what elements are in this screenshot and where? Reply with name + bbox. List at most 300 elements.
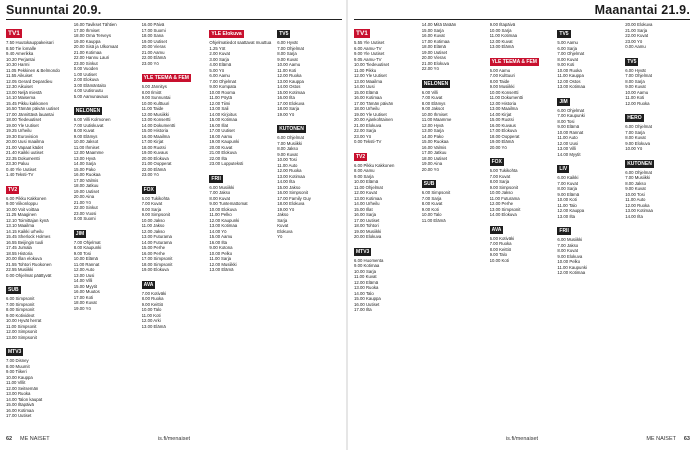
program-entry: 10.00 Jakso (141, 217, 165, 223)
program-entry: 12.00 Tiimi (209, 100, 231, 106)
program-entry: 12.00 Kaupunki (209, 217, 240, 223)
program-entry: 17.00 Jännittävä lauantai (6, 111, 54, 117)
program-entry: 14.00 Myytit (557, 151, 581, 157)
program-entry: 13.00 Futurama (141, 234, 172, 239)
program-entry: 0.00 Aamu (625, 44, 646, 49)
program-entry: 11.00 Villit (6, 380, 26, 385)
program-entry: 15.00 Kotimaa (209, 117, 238, 122)
program-entry: 6.00 Hyvät (277, 40, 298, 45)
channel-header: SUB (423, 181, 435, 187)
program-entry: 18.00 Elämä (421, 44, 446, 49)
program-entry: 7.00 Jakso (209, 190, 231, 195)
program-entry: 9.00 Iltapäivä (489, 22, 516, 27)
program-entry: 6.00 Aamu (209, 73, 230, 78)
program-entry: 10.00 Elokuva (209, 206, 237, 212)
program-entry: 8.00 Sarja (625, 78, 645, 84)
program-entry: 7.00 Simpsonit (6, 301, 35, 307)
program-entry: 21.40 Kaikki uutiset (6, 150, 44, 155)
program-entry: 9.00 Koti (421, 206, 439, 212)
magazine-name: ME NAISET (20, 436, 50, 442)
program-entry: 13.00 Kotimaa (277, 173, 305, 179)
program-entry: 9.00 Jaksot (421, 106, 444, 111)
program-entry: 18.00 Oma Terveys (73, 33, 111, 38)
program-entry: 8.00 Kuvat (73, 128, 95, 133)
program-entry: 21.55 Tohtori Ruokonen (6, 261, 52, 267)
program-entry: 3.00 Elämäntaito (73, 82, 107, 88)
program-entry: 17.00 Uutiset (354, 217, 380, 223)
program-entry: 10.00 Jakso (489, 190, 513, 195)
schedule-column (422, 22, 487, 426)
schedule-column (625, 22, 690, 426)
program-entry: 4.00 Elämä (209, 62, 232, 67)
program-entry: 6.00 Kaikki (557, 175, 579, 180)
program-entry: 19.00 Musiikki (354, 228, 382, 234)
page-footer (354, 434, 690, 444)
program-entry: 8.00 Simpsonit (6, 307, 35, 312)
channel-header: AVA (491, 226, 502, 233)
program-entry: 6.00 Ohjelmat (557, 107, 585, 113)
page-title: Maanantai 21.9. (594, 3, 690, 17)
program-entry: 20.00 Aina (73, 194, 95, 199)
program-entry: 12.00 Seitsemän (6, 385, 39, 391)
channel-header: NELONEN (75, 108, 101, 114)
program-entry: 14.00 Ostos (277, 84, 301, 89)
program-entry: 1.25 Yöt (209, 45, 226, 51)
program-entry: 11.00 Kaupunki (557, 264, 587, 270)
footer-url: is.fi/menaiset (157, 436, 191, 442)
program-entry: 9.00 Kotona (209, 245, 233, 250)
program-entry: 8.00 Aamu (354, 168, 375, 173)
program-entry: 9.00 Kotivideot (6, 312, 35, 318)
program-entry: 15.00 Jakso (277, 184, 301, 190)
program-entry: 17.00 Jatkuu (421, 150, 447, 155)
program-entry: 12.00 Kuvat (489, 38, 513, 44)
program-entry: 9.00 Kuvat (277, 56, 298, 62)
program-entry: 17.00 Kotimaa (421, 38, 450, 44)
program-entry: Elokuva (277, 228, 293, 234)
program-entry: 12.00 Jakso (141, 228, 165, 234)
program-entry: 10.00 Koti (557, 197, 577, 202)
program-entry: 8.00 Kuvat (625, 135, 646, 140)
program-entry: 20.00 Elokuva (354, 234, 382, 239)
program-entry: 11.00 Taide (141, 106, 164, 111)
program-entry: 19.00 Uutiset (141, 38, 167, 44)
channel-header: YLE TEEMA & FEM (143, 75, 189, 81)
program-entry: 8.00 Ilmiöt (141, 89, 162, 95)
program-entry: 21.00 Oopperat (141, 161, 172, 166)
program-entry: 22.55 Musiikki (6, 267, 34, 272)
program-entry: 21.00 Aamu (141, 49, 165, 55)
program-entry: 13.00 Kotimaa (625, 208, 653, 213)
channel-header: MTV3 (8, 349, 22, 355)
program-entry: 6.00 Ohjelmat (277, 135, 304, 140)
program-entry: 8.00 Jakso (625, 180, 646, 186)
program-entry: 7.00 Kuvat (421, 95, 443, 100)
program-entry: 9.00 Simpsonit (141, 212, 171, 217)
program-entry: 20.00 Uusi maailma (6, 139, 44, 144)
program-entry: 18.00 Elokuva (277, 201, 305, 206)
program-entry: 14.00 Kirjoitus (209, 111, 237, 117)
program-entry: 21.00 Vapaat kädet (6, 144, 43, 150)
channel-header: TV5 (559, 31, 569, 37)
schedule-column (557, 22, 622, 426)
program-entry: 16.00 Illat (209, 122, 229, 128)
program-entry: 7.00 Ohjelmat (209, 78, 237, 84)
program-entry: 11.00 Ihmiset (73, 144, 100, 150)
program-entry: 10.00 Pelko (209, 250, 233, 256)
program-entry: 16.00 Kotimaa (354, 95, 382, 100)
program-entry: 11.00 Pelko (209, 212, 232, 217)
program-entry: 9.00 Musiikki (489, 84, 515, 89)
program-entry: 7.00 Ohjelmat (277, 45, 304, 51)
program-entry: 8.00 Kuvat (557, 248, 578, 253)
program-entry: 15.45 Pikku kakkonen (6, 100, 49, 106)
schedule-column (490, 22, 555, 426)
program-entry: 20.00 Ajankohtainen (354, 117, 393, 122)
program-entry: 10.00 Talo (421, 212, 442, 217)
program-entry: 7.00 Kotiväki (141, 290, 167, 296)
program-entry: 6.00 Villi Kolmonen (73, 117, 111, 122)
program-entry: 8.00 Ruoka (141, 296, 164, 301)
channel-header: YLE Elokuva (211, 31, 242, 37)
program-entry: 6.00 Simpsonit (421, 190, 451, 195)
program-entry: 10.00 Kauppa (6, 374, 33, 380)
program-entry: 19.00 Yle Uutiset (6, 122, 39, 128)
program-entry: 7.00 Sarja (421, 195, 442, 201)
program-entry: 11.00 Kotimaa (489, 33, 517, 38)
program-entry: 5.00 Yö (209, 67, 225, 73)
page-footer (6, 434, 342, 444)
program-entry: 22.00 Elämä (141, 55, 166, 60)
header-rule (354, 19, 690, 20)
program-entry: 20.00 Vieras (421, 55, 446, 60)
program-entry: 9.00 Yle Uutiset (354, 51, 385, 56)
program-entry: 19.00 Kauppa (73, 38, 101, 44)
program-entry: 16.00 Sarja (354, 212, 376, 217)
program-entry: 9.00 Elämä (557, 191, 580, 197)
program-entry: 13.10 Maailma (6, 223, 35, 228)
program-entry: 17.00 Family Guy (277, 195, 311, 201)
program-entry: 9.00 Kuvat (625, 84, 646, 89)
program-entry: 20.00 Illan elokuva (6, 256, 42, 261)
program-entry: 10.00 Tosi (277, 157, 297, 162)
program-entry: 13.00 Simpsonit (6, 334, 37, 340)
program-entry: 11.00 Kauppa (557, 73, 584, 78)
program-entry: 12.00 Ostos (557, 78, 581, 84)
program-entry: 9.00 Koti (557, 62, 575, 67)
program-entry: 9.00 Kompata (209, 84, 237, 89)
program-entry: 16.00 Ilta (277, 95, 295, 100)
program-entry: 20.00 Elokuva (625, 22, 653, 27)
program-entry: 22.00 Elämä (141, 166, 166, 172)
program-entry: 13.00 Elämä (489, 44, 514, 49)
program-entry: 18.00 Sarja (277, 106, 300, 111)
program-entry: 12.10 Toimittajan kynä (6, 217, 49, 223)
program-entry: 23.00 Lopputeksti (209, 161, 244, 166)
program-entry: 6.00 Villi (421, 89, 438, 95)
program-entry: 18.55 Historia (6, 250, 33, 256)
program-entry: 13.00 Ruoka (6, 391, 31, 396)
program-entry: 23.00 Yö (625, 38, 643, 44)
schedule-column (209, 22, 274, 426)
program-entry: 15.00 Myytit (73, 283, 97, 289)
program-entry: 12.00 Kuvat (354, 190, 377, 195)
program-entry: 22.00 Ilta (209, 155, 228, 161)
program-entry: 16.00 Perhe (141, 250, 166, 256)
program-entry: 10.00 Rooma (209, 89, 236, 95)
channel-header: KUTONEN (279, 126, 304, 132)
program-entry: 19.00 Uutiset (73, 188, 100, 194)
channel-header: TV2 (356, 153, 366, 160)
program-entry: 10.00 Elämä (354, 179, 379, 184)
program-entry: 20.00 Kuvat (209, 144, 233, 150)
program-entry: 7.00 Kulttuuri (489, 73, 515, 78)
program-entry: 6.00 Simpsonit (6, 296, 35, 301)
program-entry: 14.00 Pako (421, 133, 444, 139)
right-page (352, 0, 692, 450)
program-entry: 11.00 Sarja (209, 256, 232, 261)
program-entry: 10.00 Tiedeuutiset (354, 62, 390, 67)
program-entry: 6.00 Hyvät (625, 67, 646, 73)
program-entry: 11.25 Maaginen (6, 212, 37, 217)
program-entry: 10.00 Elämä (73, 256, 98, 261)
program-entry: 11.00 Koti (141, 312, 161, 318)
program-entry: 15.00 Illat (354, 206, 373, 212)
program-entry: 16.00 Kuvaus (489, 122, 516, 128)
program-entry: 20.00 Elokuva (141, 155, 169, 161)
channel-header: TV1 (8, 30, 20, 37)
program-entry: 8.00 Keittiö (489, 246, 512, 252)
program-entry: 0.00 Vuoden (73, 66, 99, 71)
program-entry: 11.00 Futurama (489, 195, 520, 201)
program-entry: 0.00 Teksti-TV (354, 139, 382, 144)
program-entry: 16.00 Päivä (141, 22, 165, 27)
program-entry: 17.00 Uutiset (6, 413, 32, 418)
program-entry: 14.00 Talon kaupat (6, 396, 43, 402)
program-entry: 23.00 Yö (141, 60, 159, 66)
program-entry: 18.00 Kuvat (73, 300, 97, 305)
program-entry: 12.00 Simpsonit (6, 329, 37, 334)
program-entry: 20.00 Yö (489, 144, 507, 150)
channel-header: JIM (75, 230, 85, 237)
program-entry: 10.30 Harmi (6, 62, 30, 67)
program-entry: 10.00 Voit voittaa (6, 206, 39, 212)
program-entry: 6.00 Tukikohta (141, 195, 170, 201)
program-entry: 12.00 Hyvä (421, 122, 444, 128)
program-entry: 8.00 Kuvat (209, 195, 230, 201)
program-entry: 16.00 Kuvat (421, 33, 445, 38)
program-entry: 23.00 Vuosi (73, 210, 97, 216)
program-entry: 8.00 Muumit (6, 363, 30, 369)
program-entry: 7.00 Ohjelmat (557, 51, 585, 56)
program-entry: 21.00 Elokuva (209, 150, 237, 155)
program-entry: 9.00 Kuvat (625, 186, 646, 191)
channel-header: NELONEN (423, 80, 449, 87)
schedule-column (277, 22, 342, 426)
channel-header: FOX (491, 159, 502, 165)
program-entry: 11.00 Pikku (354, 67, 377, 73)
program-entry: 17.00 Tämän päivän (354, 100, 394, 106)
program-entry: 12.00 Arki (141, 318, 161, 323)
channel-header: FOX (143, 186, 154, 193)
program-entry: 22.00 Sinkut (73, 205, 98, 210)
program-entry: 14.00 Futurama (141, 239, 172, 245)
program-entry: 7.00 Kuvat (557, 180, 578, 186)
program-entry: 10.00 Yö (625, 146, 643, 151)
program-entry: 16.00 Uutiset (354, 301, 380, 307)
program-entry: 7.00 Kuvat (141, 201, 163, 206)
program-entry: 13.00 Hyvä (73, 155, 96, 161)
program-entry: 22.35 Dokumentti (6, 155, 40, 161)
program-entry: 21.00 Elokuva (354, 122, 382, 128)
program-entry: 19.00 Uutiset (421, 49, 448, 55)
program-entry: 8.00 Tosi (557, 118, 575, 124)
program-entry: 15.00 Pako (73, 166, 96, 172)
program-entry: 18.00 Simpsonit (141, 261, 173, 267)
program-entry: 13.00 Villi (557, 146, 576, 151)
program-entry: 14.15 Kaikki urheilu (6, 228, 44, 234)
program-entry: 23.00 Sinkut (73, 60, 98, 66)
program-entry: 11.00 Auto (557, 135, 578, 140)
magazine-name: ME NAISET (646, 436, 676, 442)
program-entry: 5.00 Aamunavaus (73, 93, 109, 99)
program-entry: 10.00 Kulttuuri (141, 100, 170, 106)
program-entry: 14.00 Uusi (354, 84, 375, 89)
program-entry: 9.00 Tuntemattomat (209, 201, 248, 206)
program-entry: 9.00 Elokuva (557, 253, 583, 259)
program-entry: 16.00 Tavikset Tähtien (73, 22, 117, 27)
program-entry: 14.00 Dokumentti (141, 122, 176, 128)
channel-header: MTV3 (356, 248, 370, 255)
channel-header: AVA (143, 281, 154, 288)
schedule-column (142, 22, 207, 426)
program-entry: 15.00 Ruokaa (421, 139, 449, 144)
program-entry: 8.50 Tie lomalle (6, 45, 37, 51)
page-number: 62 (6, 436, 13, 442)
program-entry: 15.00 Aamu (209, 234, 233, 239)
program-entry: 12.00 Maamme (73, 150, 104, 155)
program-entry: 9.00 Talo (489, 252, 507, 257)
program-entry: 19.00 Aina (421, 161, 443, 166)
program-entry: 13.00 Sali (209, 106, 229, 111)
program-entry: 10.00 Aamu (625, 89, 649, 95)
program-entry: 23.30 Paluu (6, 161, 29, 166)
program-entry: 6.00 Musiikki (557, 237, 583, 242)
program-entry: 23.00 Yö (354, 133, 372, 139)
program-entry: 10.00 Hyvät herrat (6, 318, 42, 323)
program-entry: 12.00 Musiikki (141, 111, 169, 117)
channel-header: TV5 (279, 31, 289, 37)
program-entry: 20.00 Sisä ja Ulkomaat (73, 44, 118, 49)
program-entry: 8.00 Sarja (277, 51, 297, 56)
program-entry: 0.00 Suomi (73, 216, 96, 221)
program-entry: 14.00 Talo (354, 290, 374, 296)
program-entry: 8.00 Elämys (421, 100, 446, 106)
program-entry: 12.00 Musiikki (209, 261, 237, 267)
program-entry: 11.00 Pöytä (209, 95, 233, 100)
program-entry: 8.00 Jakso (277, 146, 298, 151)
program-entry: 13.00 Elämä (141, 323, 166, 329)
program-entry: 17.00 Valmis (73, 177, 99, 183)
program-entry: 14.00 Mitä tänään (421, 22, 457, 27)
program-entry: 16.00 Kotimaa (6, 407, 34, 413)
program-entry: 12.00 Yle Uutiset (354, 73, 387, 78)
program-entry: 11.00 Koti (625, 95, 645, 100)
program-entry: Kuvat (277, 223, 289, 228)
program-entry: 11.00 Talo (557, 202, 577, 208)
program-entry: 6.00 Musiikki (209, 184, 235, 190)
program-entry: 7.00 Disney (6, 358, 29, 363)
footer-url: is.fi/menaiset (505, 436, 539, 442)
program-entry: 5.55 Yle Uutiset (354, 40, 385, 45)
program-entry: 7.00 Musiikki (625, 175, 651, 180)
page-number: 63 (683, 436, 690, 442)
program-entry: 13.00 Kotimaa (209, 223, 238, 228)
program-entry: 11.00 Auto (625, 197, 646, 202)
channel-header: HERO (627, 115, 642, 121)
program-entry: 19.00 Elämä (489, 139, 514, 144)
program-entry: 17.00 Uutiset (209, 128, 235, 133)
channel-header: YLE TEEMA & FEM (491, 58, 537, 65)
schedule-column (354, 22, 419, 426)
program-entry: 7.00 Kaupunki (557, 113, 585, 118)
program-entry: 15.00 Ruotsi (489, 117, 514, 122)
program-entry: 11.00 Rannat (73, 261, 100, 267)
program-entry: Jakso (277, 212, 289, 217)
program-entry: 12.30 Aikuiset (6, 84, 33, 89)
program-entry: 16.00 Simpsonit (277, 190, 309, 195)
program-entry: 12.00 Perhe (489, 201, 514, 206)
program-entry: 14.10 Maisema (6, 95, 36, 100)
program-entry: 22.00 Yö (421, 66, 439, 71)
program-entry: 19.00 Yö (277, 206, 295, 212)
program-entry: 17.45 Jumala (6, 245, 32, 250)
program-entry: 12.00 Ruoka (277, 73, 302, 78)
program-entry: 1.40 Teksti-TV (6, 172, 34, 177)
program-entry: 11.00 Jakso (141, 223, 165, 228)
channel-header: TV5 (627, 58, 637, 65)
program-entry: 6.00 Kotiväki (489, 235, 515, 241)
program-entry: 9.00 Tosi (73, 250, 91, 256)
program-entry: 8.00 Kuvat (421, 201, 443, 206)
program-entry: 16.00 Muutos (73, 289, 100, 294)
program-entry: 6.00 Jännitys (141, 84, 167, 89)
program-entry: 13.00 Ilta (557, 213, 576, 219)
program-entry: 9.00 Elämä (557, 124, 580, 129)
program-entry: 10.00 Tosi (625, 191, 645, 197)
program-entry: 13.00 Neljä miestä (6, 89, 42, 95)
channel-header: LIV (559, 166, 568, 172)
program-entry: 6.00 Ohjelmat (625, 169, 652, 175)
channel-header: SUB (8, 287, 19, 293)
program-entry: 6.00 Ohjelmat (625, 124, 652, 129)
program-entry: 11.00 Simpsonit (6, 323, 37, 329)
program-entry: 16.50 Tämän päivän uutiset (6, 106, 59, 111)
program-entry: 14.00 Ilta (277, 179, 295, 184)
program-entry: 12.00 Auto (73, 267, 95, 272)
program-entry: 13.00 Sarja (421, 128, 444, 133)
program-entry: 11.00 Auto (277, 162, 298, 168)
channel-header: FRII (559, 228, 569, 234)
program-entry: 12.00 Ruoka (277, 168, 302, 173)
program-entry: 18.00 Ruotsi (141, 144, 166, 150)
program-entry: 12.00 Kotimaa (557, 270, 586, 275)
program-entry: 11.00 Koti (277, 67, 297, 73)
program-entry: 9.00 Tiikeri (6, 369, 27, 374)
program-entry: 13.00 Elämä (209, 267, 234, 272)
program-entry: 7.00 Sarja (625, 129, 645, 135)
schedule-columns (354, 22, 690, 426)
